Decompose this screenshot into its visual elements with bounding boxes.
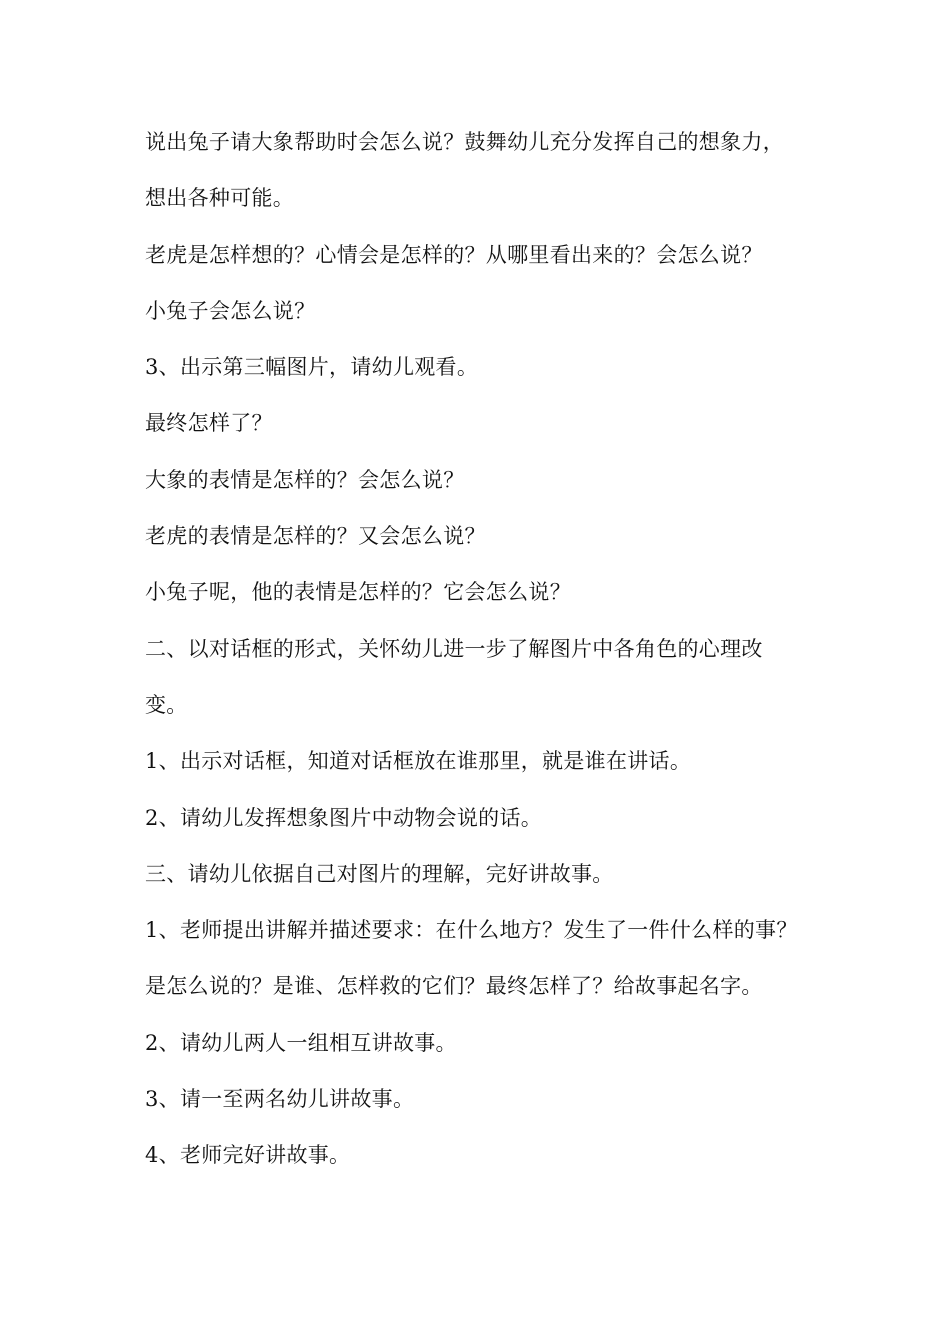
text-line: 3、出示第三幅图片，请幼儿观看。 bbox=[145, 355, 479, 380]
text-line: 变。 bbox=[145, 692, 188, 717]
text-line: 大象的表情是怎样的？会怎么说？ bbox=[145, 467, 465, 492]
text-line: 说出兔子请大象帮助时会怎么说？鼓舞幼儿充分发挥自己的想象力， bbox=[145, 130, 784, 154]
text-line: 三、请幼儿依据自己对图片的理解，完好讲故事。 bbox=[145, 861, 614, 886]
text-line: 最终怎样了？ bbox=[145, 411, 273, 436]
text-line: 小兔子会怎么说？ bbox=[145, 298, 316, 323]
text-line: 1、老师提出讲解并描述要求：在什么地方？发生了一件什么样的事？ bbox=[145, 918, 798, 943]
text-line: 4、老师完好讲故事。 bbox=[145, 1143, 351, 1168]
text-line: 老虎是怎样想的？心情会是怎样的？从哪里看出来的？会怎么说？ bbox=[145, 242, 763, 267]
text-line: 1、出示对话框，知道对话框放在谁那里，就是谁在讲话。 bbox=[145, 749, 692, 774]
text-line: 是怎么说的？是谁、怎样救的它们？最终怎样了？给故事起名字。 bbox=[145, 974, 763, 999]
text-line: 老虎的表情是怎样的？又会怎么说？ bbox=[145, 524, 486, 549]
text-line: 3、请一至两名幼儿讲故事。 bbox=[145, 1087, 415, 1112]
document-body bbox=[145, 130, 835, 1200]
text-line: 2、请幼儿发挥想象图片中动物会说的话。 bbox=[145, 805, 543, 830]
text-line: 2、请幼儿两人一组相互讲故事。 bbox=[145, 1030, 457, 1055]
text-line: 小兔子呢，他的表情是怎样的？它会怎么说？ bbox=[145, 580, 571, 605]
text-line: 想出各种可能。 bbox=[145, 186, 295, 211]
text-line: 二、以对话框的形式，关怀幼儿进一步了解图片中各角色的心理改 bbox=[145, 636, 763, 661]
